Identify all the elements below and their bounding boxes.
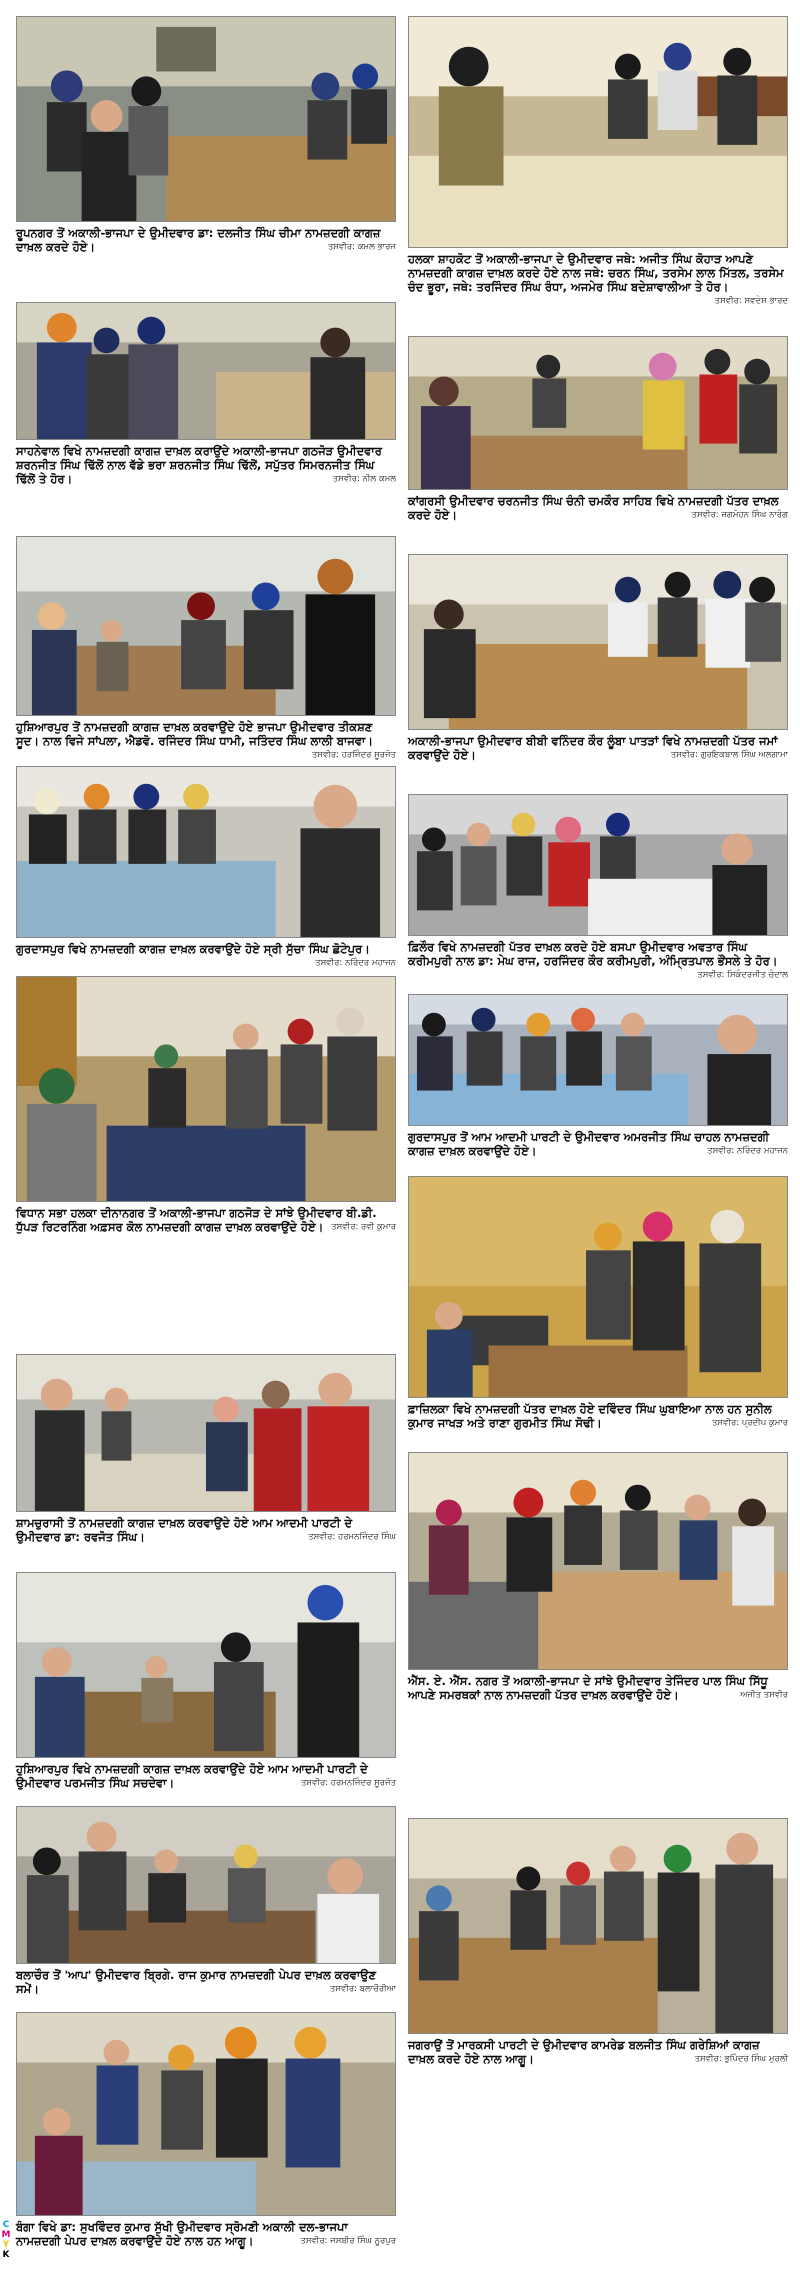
photo-caption: ਬੰਗਾ ਵਿਖੇ ਡਾ: ਸੁਖਵਿੰਦਰ ਕੁਮਾਰ ਸੁੱਖੀ ਉਮੀਦਵਾਰ ਸ੍ਰੋਮਣੀ ਅਕਾਲੀ ਦਲ-ਭਾਜਪਾ ਨਾਮਜ਼ਦਗੀ ਪੇਪਰ ਦਾਖ਼ਲ ਕਰਵਾਉਂਦੇ ਹੋਏ ਨਾਲ ਹਨ ਆਗੂ। ਤਸਵੀਰ: ਜਸਬੀਰ ਸਿੰਘ ਨੂਰਪੁਰ bbox=[16, 2220, 396, 2248]
news-photo-item bbox=[16, 1354, 396, 1544]
news-photo-item bbox=[408, 554, 788, 762]
cmyk-mark: M bbox=[1, 2230, 11, 2240]
news-photo bbox=[408, 1176, 788, 1398]
photo-caption: ਗੁਰਦਾਸਪੁਰ ਵਿਖੇ ਨਾਮਜ਼ਦਗੀ ਕਾਗਜ਼ ਦਾਖ਼ਲ ਕਰਵਾਉਂਦੇ ਹੋਏ ਸ੍ਰੀ ਸੁੱਚਾ ਸਿੰਘ ਛੋਟੇਪੁਰ। ਤਸਵੀਰ: ਨਰਿੰਦਰ ਮਹਾਜਨ bbox=[16, 942, 396, 968]
news-photo-item bbox=[16, 1572, 396, 1790]
photo-credit: ਤਸਵੀਰ: ਜਗਮੋਹਨ ਸਿੰਘ ਨਾਰੰਗ bbox=[691, 510, 788, 520]
news-photo-item bbox=[408, 994, 788, 1158]
photo-credit: ਤਸਵੀਰ: ਬਲਾਚੌਰੀਆ bbox=[329, 1984, 396, 1994]
photo-caption: ਫ਼ਿਲੌਰ ਵਿਖੇ ਨਾਮਜ਼ਦਗੀ ਪੱਤਰ ਦਾਖ਼ਲ ਕਰਦੇ ਹੋਏ ਬਸਪਾ ਉਮੀਦਵਾਰ ਅਵਤਾਰ ਸਿੰਘ ਕਰੀਮਪੁਰੀ ਨਾਲ ਡਾ: ਮੇਘ ਰਾਜ, ਹਰਜਿੰਦਰ ਕੌਰ ਕਰੀਮਪੁਰੀ, ਅੰਮ੍ਰਿਤਪਾਲ ਭੌਂਸਲੇ ਤੇ ਹੋਰ। ਤਸਵੀਰ: ਸਿਕੰਦਰਜੀਤ ਚੰਦਾਲ bbox=[408, 940, 788, 980]
news-photo-item bbox=[408, 1452, 788, 1702]
news-photo bbox=[16, 2012, 396, 2216]
news-photo bbox=[408, 994, 788, 1126]
cmyk-mark: Y bbox=[2, 2240, 10, 2250]
photo-caption: ਹਲਕਾ ਸ਼ਾਹਕੋਟ ਤੋਂ ਅਕਾਲੀ-ਭਾਜਪਾ ਦੇ ਉਮੀਦਵਾਰ ਜਥੇ: ਅਜੀਤ ਸਿੰਘ ਕੋਹਾੜ ਆਪਣੇ ਨਾਮਜ਼ਦਗੀ ਕਾਗਜ਼ ਦਾਖ਼ਲ ਕਰਦੇ ਹੋਏ ਨਾਲ ਜਥੇ: ਚਰਨ ਸਿੰਘ, ਤਰਸੇਮ ਲਾਲ ਮਿੱਤਲ, ਤਰਸੇਮ ਚੰਦ ਭੂਰਾ, ਜਥੇ: ਤਰਜਿੰਦਰ ਸਿੰਘ ਰੰਧਾ, ਅਜਮੇਰ ਸਿੰਘ ਬਦੇਸ਼ਾਵਾਲੀਆ ਤੇ ਹੋਰ। ਤਸਵੀਰ: ਸਵਦੇਸ਼ ਭਾਰਦ bbox=[408, 252, 788, 306]
news-photo-item bbox=[408, 1818, 788, 2066]
news-photo-item bbox=[16, 16, 396, 254]
news-photo bbox=[16, 1572, 396, 1758]
photo-credit: ਤਸਵੀਰ: ਹਰਜਿੰਦਰ ਸੂਰਜੋਤ bbox=[311, 750, 396, 760]
news-photo-item bbox=[16, 536, 396, 762]
photo-credit: ਤਸਵੀਰ: ਪ੍ਰਦੀਪ ਕੁਮਾਰ bbox=[711, 1418, 788, 1428]
photo-caption: ਬਲਾਚੌਰ ਤੋਂ 'ਆਪ' ਉਮੀਦਵਾਰ ਬ੍ਰਿਗੇ. ਰਾਜ ਕੁਮਾਰ ਨਾਮਜ਼ਦਗੀ ਪੇਪਰ ਦਾਖ਼ਲ ਕਰਵਾਉਣ ਸਮੇਂ। ਤਸਵੀਰ: ਬਲਾਚੌਰੀਆ bbox=[16, 1968, 396, 1996]
news-photo bbox=[408, 336, 788, 490]
news-photo-item bbox=[16, 976, 396, 1234]
cmyk-mark: C bbox=[2, 2220, 10, 2230]
cmyk-mark: K bbox=[2, 2250, 10, 2260]
photo-caption: ਹੁਸ਼ਿਆਰਪੁਰ ਵਿਖੇ ਨਾਮਜ਼ਦਗੀ ਕਾਗਜ਼ ਦਾਖ਼ਲ ਕਰਵਾਉਂਦੇ ਹੋਏ ਆਮ ਆਦਮੀ ਪਾਰਟੀ ਦੇ ਉਮੀਦਵਾਰ ਪਰਮਜੀਤ ਸਿੰਘ ਸਚਦੇਵਾ। ਤਸਵੀਰ: ਹਰਮਨਜਿੰਦਰ ਸੂਰਜੋਤ bbox=[16, 1762, 396, 1790]
photo-credit: ਤਸਵੀਰ: ਨਰਿੰਦਰ ਮਹਾਜਨ bbox=[315, 958, 396, 968]
news-photo bbox=[16, 1806, 396, 1964]
photo-caption: ਕਾਂਗਰਸੀ ਉਮੀਦਵਾਰ ਚਰਨਜੀਤ ਸਿੰਘ ਚੰਨੀ ਚਮਕੌਰ ਸਾਹਿਬ ਵਿਖੇ ਨਾਮਜ਼ਦਗੀ ਪੱਤਰ ਦਾਖ਼ਲ ਕਰਦੇ ਹੋਏ। ਤਸਵੀਰ: ਜਗਮੋਹਨ ਸਿੰਘ ਨਾਰੰਗ bbox=[408, 494, 788, 522]
news-photo bbox=[16, 302, 396, 440]
photo-credit: ਤਸਵੀਰ: ਭੁਪਿੰਦਰ ਸਿੰਘ ਮੁਰਲੀ bbox=[694, 2054, 788, 2064]
photo-caption: ਵਿਧਾਨ ਸਭਾ ਹਲਕਾ ਦੀਨਾਨਗਰ ਤੋਂ ਅਕਾਲੀ-ਭਾਜਪਾ ਗਠਜੋੜ ਦੇ ਸਾਂਝੇ ਉਮੀਦਵਾਰ ਬੀ.ਡੀ. ਧੁੱਪੜ ਰਿਟਰਨਿੰਗ ਅਫ਼ਸਰ ਕੋਲ ਨਾਮਜ਼ਦਗੀ ਕਾਗਜ਼ ਦਾਖ਼ਲ ਕਰਵਾਉਂਦੇ ਹੋਏ। ਤਸਵੀਰ: ਰਵੀ ਕੁਮਾਰ bbox=[16, 1206, 396, 1234]
photo-caption: ਜਗਰਾਉਂ ਤੋਂ ਮਾਰਕਸੀ ਪਾਰਟੀ ਦੇ ਉਮੀਦਵਾਰ ਕਾਮਰੇਡ ਬਲਜੀਤ ਸਿੰਘ ਗਰੇਸ਼ਿਆਂ ਕਾਗਜ਼ ਦਾਖ਼ਲ ਕਰਦੇ ਹੋਏ ਨਾਲ ਆਗੂ। ਤਸਵੀਰ: ਭੁਪਿੰਦਰ ਸਿੰਘ ਮੁਰਲੀ bbox=[408, 2038, 788, 2066]
photo-credit: ਅਜੀਤ ਤਸਵੀਰ bbox=[740, 1690, 788, 1700]
news-photo bbox=[408, 554, 788, 730]
news-photo bbox=[16, 976, 396, 1202]
news-photo bbox=[408, 1452, 788, 1670]
news-photo-item bbox=[408, 336, 788, 522]
news-photo-item bbox=[408, 16, 788, 308]
photo-credit: ਤਸਵੀਰ: ਸਵਦੇਸ਼ ਭਾਰਦ bbox=[714, 296, 788, 306]
photo-credit: ਤਸਵੀਰ: ਹਰਮਨਜਿੰਦਰ ਸਿੰਘ bbox=[308, 1532, 396, 1542]
photo-credit: ਤਸਵੀਰ: ਸਿਕੰਦਰਜੀਤ ਚੰਦਾਲ bbox=[697, 970, 788, 980]
news-photo-item bbox=[16, 302, 396, 486]
news-photo-item bbox=[16, 1806, 396, 1996]
photo-caption: ਐੱਸ. ਏ. ਐੱਸ. ਨਗਰ ਤੋਂ ਅਕਾਲੀ-ਭਾਜਪਾ ਦੇ ਸਾਂਝੇ ਉਮੀਦਵਾਰ ਤੇਜਿੰਦਰ ਪਾਲ ਸਿੰਘ ਸਿੱਧੂ ਆਪਣੇ ਸਮਰਥਕਾਂ ਨਾਲ ਨਾਮਜ਼ਦਗੀ ਪੱਤਰ ਦਾਖ਼ਲ ਕਰਵਾਉਂਦੇ ਹੋਏ। ਅਜੀਤ ਤਸਵੀਰ bbox=[408, 1674, 788, 1702]
photo-credit: ਤਸਵੀਰ: ਜਸਬੀਰ ਸਿੰਘ ਨੂਰਪੁਰ bbox=[300, 2236, 396, 2246]
news-photo-item bbox=[408, 794, 788, 982]
news-photo bbox=[16, 16, 396, 222]
news-photo-item bbox=[16, 2012, 396, 2248]
photo-credit: ਤਸਵੀਰ: ਨਰਿੰਦਰ ਮਹਾਜਨ bbox=[707, 1146, 788, 1156]
photo-caption: ਫ਼ਾਜ਼ਿਲਕਾ ਵਿਖੇ ਨਾਮਜ਼ਦਗੀ ਪੱਤਰ ਦਾਖ਼ਲ ਹੋਏ ਦਵਿੰਦਰ ਸਿੰਘ ਘੁਬਾਇਆ ਨਾਲ ਹਨ ਸੁਨੀਲ ਕੁਮਾਰ ਜਾਖੜ ਅਤੇ ਰਾਣਾ ਗੁਰਮੀਤ ਸਿੰਘ ਸੋਢੀ। ਤਸਵੀਰ: ਪ੍ਰਦੀਪ ਕੁਮਾਰ bbox=[408, 1402, 788, 1430]
photo-caption: ਸਾਹਨੇਵਾਲ ਵਿਖੇ ਨਾਮਜ਼ਦਗੀ ਕਾਗਜ਼ ਦਾਖ਼ਲ ਕਰਾਉਂਦੇ ਅਕਾਲੀ-ਭਾਜਪਾ ਗਠਜੋੜ ਉਮੀਦਵਾਰ ਸ਼ਰਨਜੀਤ ਸਿੰਘ ਢਿੱਲੋਂ ਨਾਲ ਵੱਡੇ ਭਰਾ ਸ਼ਰਨਜੀਤ ਸਿੰਘ ਢਿੱਲੋਂ, ਸਪੁੱਤਰ ਸਿਮਰਨਜੀਤ ਸਿੰਘ ਢਿੱਲੋਂ ਤੇ ਹੋਰ। ਤਸਵੀਰ: ਨੀਲ ਕਮਲ bbox=[16, 444, 396, 486]
news-photo bbox=[16, 766, 396, 938]
photo-credit: ਤਸਵੀਰ: ਨੀਲ ਕਮਲ bbox=[332, 474, 396, 484]
photo-caption: ਰੂਪਨਗਰ ਤੋਂ ਅਕਾਲੀ-ਭਾਜਪਾ ਦੇ ਉਮੀਦਵਾਰ ਡਾ: ਦਲਜੀਤ ਸਿੰਘ ਚੀਮਾ ਨਾਮਜ਼ਦਗੀ ਕਾਗਜ਼ ਦਾਖ਼ਲ ਕਰਦੇ ਹੋਏ। ਤਸਵੀਰ: ਕਮਲ ਭਾਰਜ bbox=[16, 226, 396, 254]
photo-caption: ਹੁਸ਼ਿਆਰਪੁਰ ਤੋਂ ਨਾਮਜ਼ਦਗੀ ਕਾਗਜ਼ ਦਾਖ਼ਲ ਕਰਵਾਉਂਦੇ ਹੋਏ ਭਾਜਪਾ ਉਮੀਦਵਾਰ ਤੀਕਸ਼ਣ ਸੂਦ। ਨਾਲ ਵਿਜੇ ਸਾਂਪਲਾ, ਐਡਵੋ. ਰਜਿੰਦਰ ਸਿੰਘ ਧਾਮੀ, ਜਤਿੰਦਰ ਸਿੰਘ ਲਾਲੀ ਬਾਜਵਾ। ਤਸਵੀਰ: ਹਰਜਿੰਦਰ ਸੂਰਜੋਤ bbox=[16, 720, 396, 760]
news-photo bbox=[16, 1354, 396, 1512]
news-photo-item bbox=[408, 1176, 788, 1430]
photo-caption: ਗੁਰਦਾਸਪੁਰ ਤੋਂ ਆਮ ਆਦਮੀ ਪਾਰਟੀ ਦੇ ਉਮੀਦਵਾਰ ਅਮਰਜੀਤ ਸਿੰਘ ਚਾਹਲ ਨਾਮਜ਼ਦਗੀ ਕਾਗਜ਼ ਦਾਖ਼ਲ ਕਰਵਾਉਂਦੇ ਹੋਏ। ਤਸਵੀਰ: ਨਰਿੰਦਰ ਮਹਾਜਨ bbox=[408, 1130, 788, 1158]
photo-caption: ਸ਼ਾਮਚੁਰਾਸੀ ਤੋਂ ਨਾਮਜ਼ਦਗੀ ਕਾਗਜ਼ ਦਾਖ਼ਲ ਕਰਵਾਉਂਦੇ ਹੋਏ ਆਮ ਆਦਮੀ ਪਾਰਟੀ ਦੇ ਉਮੀਦਵਾਰ ਡਾ: ਰਵਜੋਤ ਸਿੰਘ। ਤਸਵੀਰ: ਹਰਮਨਜਿੰਦਰ ਸਿੰਘ bbox=[16, 1516, 396, 1544]
photo-caption: ਅਕਾਲੀ-ਭਾਜਪਾ ਉਮੀਦਵਾਰ ਬੀਬੀ ਵਨਿੰਦਰ ਕੌਰ ਲੂੰਬਾ ਪਾਤੜਾਂ ਵਿਖੇ ਨਾਮਜ਼ਦਗੀ ਪੱਤਰ ਜਮਾਂ ਕਰਵਾਉਂਦੇ ਹੋਏ। ਤਸਵੀਰ: ਗੁਰਇਕਬਾਲ ਸਿੰਘ ਅਲਗਾਮਾ bbox=[408, 734, 788, 762]
photo-credit: ਤਸਵੀਰ: ਰਵੀ ਕੁਮਾਰ bbox=[331, 1222, 396, 1232]
news-photo bbox=[16, 536, 396, 716]
news-photo bbox=[408, 794, 788, 936]
photo-credit: ਤਸਵੀਰ: ਕਮਲ ਭਾਰਜ bbox=[327, 242, 396, 252]
cmyk-registration-marks bbox=[0, 2220, 12, 2260]
photo-credit: ਤਸਵੀਰ: ਹਰਮਨਜਿੰਦਰ ਸੂਰਜੋਤ bbox=[300, 1778, 396, 1788]
photo-credit: ਤਸਵੀਰ: ਗੁਰਇਕਬਾਲ ਸਿੰਘ ਅਲਗਾਮਾ bbox=[670, 750, 788, 760]
news-photo-item bbox=[16, 766, 396, 970]
news-photo bbox=[408, 16, 788, 248]
news-photo bbox=[408, 1818, 788, 2034]
